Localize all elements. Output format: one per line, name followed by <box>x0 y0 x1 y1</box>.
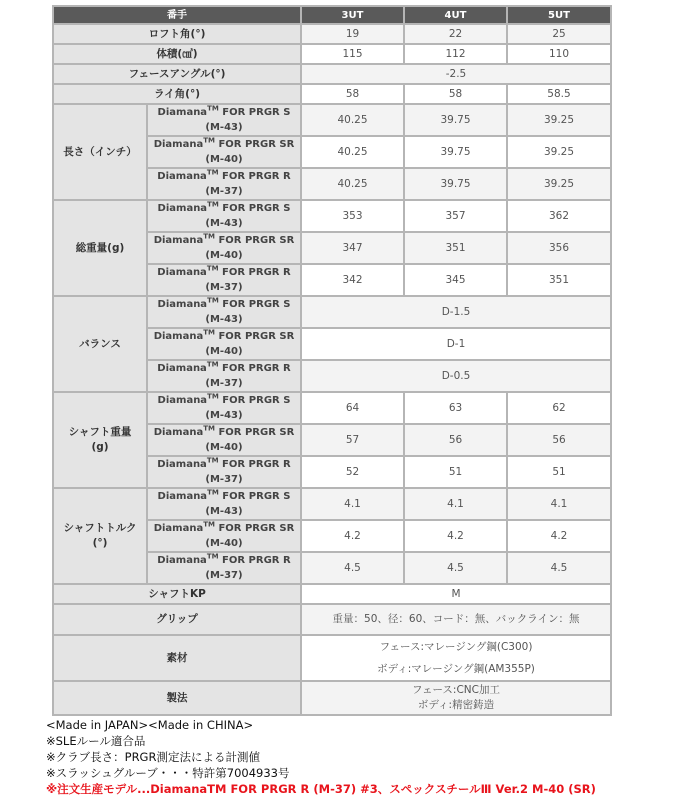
header-row <box>54 7 610 23</box>
shaft-weight-r-5ut: 51 <box>508 457 610 487</box>
shaft-weight-sr-3ut: 57 <box>302 425 403 455</box>
shaft-kp-value: M <box>302 585 610 603</box>
made-in-note: <Made in JAPAN><Made in CHINA> <box>46 718 254 732</box>
header-5ut: 5UT <box>508 7 610 23</box>
balance-label: バランス <box>54 297 146 391</box>
material-row <box>54 636 610 680</box>
total-weight-label: 総重量(g) <box>54 201 146 295</box>
shaft-torque-sr-3ut: 4.2 <box>302 521 403 551</box>
custom-order-note: ※注文生産モデル...DiamanaTM FOR PRGR R (M-37) #3、スペックスチールⅢ Ver.2 M-40 (SR) <box>46 782 596 796</box>
spec-table <box>52 5 612 716</box>
manufacturing-label: 製法 <box>54 682 300 714</box>
sle-note: ※SLEルール適合品 <box>46 734 146 748</box>
length-label: 長さ（インチ） <box>54 105 146 199</box>
shaft-name-r: Diamana™ FOR PRGR R (M-37) <box>148 457 300 487</box>
total-weight-s-3ut: 353 <box>302 201 403 231</box>
length-r-3ut: 40.25 <box>302 169 403 199</box>
shaft-weight-s-4ut: 63 <box>405 393 506 423</box>
face-angle-label: フェースアングル(°) <box>54 65 300 83</box>
shaft-name-sr: Diamana™ FOR PRGR SR (M-40) <box>148 329 300 359</box>
length-sr-5ut: 39.25 <box>508 137 610 167</box>
total-weight-s-4ut: 357 <box>405 201 506 231</box>
shaft-name-s: Diamana™ FOR PRGR S (M-43) <box>148 489 300 519</box>
shaft-weight-sr-5ut: 56 <box>508 425 610 455</box>
header-3ut: 3UT <box>302 7 403 23</box>
length-s-4ut: 39.75 <box>405 105 506 135</box>
shaft-name-s: Diamana™ FOR PRGR S (M-43) <box>148 105 300 135</box>
shaft-name-sr: Diamana™ FOR PRGR SR (M-40) <box>148 521 300 551</box>
face-angle-value: -2.5 <box>302 65 610 83</box>
shaft-name-r: Diamana™ FOR PRGR R (M-37) <box>148 169 300 199</box>
lie-label: ライ角(°) <box>54 85 300 103</box>
balance-sr-value: D-1 <box>302 329 610 359</box>
shaft-name-r: Diamana™ FOR PRGR R (M-37) <box>148 361 300 391</box>
length-r-5ut: 39.25 <box>508 169 610 199</box>
volume-5ut: 110 <box>508 45 610 63</box>
header-label: 番手 <box>54 7 300 23</box>
shaft-weight-s-5ut: 62 <box>508 393 610 423</box>
shaft-weight-r-4ut: 51 <box>405 457 506 487</box>
shaft-torque-r-4ut: 4.5 <box>405 553 506 583</box>
length-sr-3ut: 40.25 <box>302 137 403 167</box>
total-weight-r-5ut: 351 <box>508 265 610 295</box>
shaft-torque-sr-4ut: 4.2 <box>405 521 506 551</box>
loft-row <box>54 25 610 43</box>
total-weight-r-4ut: 345 <box>405 265 506 295</box>
balance-s-value: D-1.5 <box>302 297 610 327</box>
total-weight-sr-5ut: 356 <box>508 233 610 263</box>
loft-4ut: 22 <box>405 25 506 43</box>
shaft-kp-row <box>54 585 610 603</box>
shaft-weight-r-3ut: 52 <box>302 457 403 487</box>
loft-3ut: 19 <box>302 25 403 43</box>
notes <box>46 717 696 797</box>
lie-4ut: 58 <box>405 85 506 103</box>
manufacturing-row <box>54 682 610 714</box>
shaft-torque-s-3ut: 4.1 <box>302 489 403 519</box>
shaft-weight-s-3ut: 64 <box>302 393 403 423</box>
length-s-row <box>54 105 610 135</box>
material-label: 素材 <box>54 636 300 680</box>
shaft-torque-sr-5ut: 4.2 <box>508 521 610 551</box>
patent-note: ※スラッシュグルーブ・・・特許第7004933号 <box>46 766 290 780</box>
length-sr-4ut: 39.75 <box>405 137 506 167</box>
total-weight-sr-4ut: 351 <box>405 233 506 263</box>
club-length-note: ※クラブ長さ：PRGR測定法による計測値 <box>46 750 260 764</box>
balance-s-row <box>54 297 610 327</box>
shaft-name-sr: Diamana™ FOR PRGR SR (M-40) <box>148 233 300 263</box>
total-weight-s-5ut: 362 <box>508 201 610 231</box>
shaft-torque-s-row <box>54 489 610 519</box>
grip-value: 重量：50、径：60、コード：無、バックライン：無 <box>302 605 610 634</box>
volume-4ut: 112 <box>405 45 506 63</box>
volume-label: 体積(㎤) <box>54 45 300 63</box>
shaft-name-r: Diamana™ FOR PRGR R (M-37) <box>148 553 300 583</box>
shaft-weight-s-row <box>54 393 610 423</box>
loft-5ut: 25 <box>508 25 610 43</box>
shaft-torque-r-3ut: 4.5 <box>302 553 403 583</box>
lie-row <box>54 85 610 103</box>
balance-r-value: D-0.5 <box>302 361 610 391</box>
shaft-name-sr: Diamana™ FOR PRGR SR (M-40) <box>148 425 300 455</box>
grip-label: グリップ <box>54 605 300 634</box>
total-weight-s-row <box>54 201 610 231</box>
grip-row <box>54 605 610 634</box>
shaft-kp-label: シャフトKP <box>54 585 300 603</box>
shaft-name-r: Diamana™ FOR PRGR R (M-37) <box>148 265 300 295</box>
shaft-weight-sr-4ut: 56 <box>405 425 506 455</box>
shaft-torque-r-5ut: 4.5 <box>508 553 610 583</box>
shaft-name-s: Diamana™ FOR PRGR S (M-43) <box>148 393 300 423</box>
shaft-weight-label: シャフト重量 (g) <box>54 393 146 487</box>
length-s-3ut: 40.25 <box>302 105 403 135</box>
length-r-4ut: 39.75 <box>405 169 506 199</box>
total-weight-r-3ut: 342 <box>302 265 403 295</box>
shaft-torque-s-5ut: 4.1 <box>508 489 610 519</box>
lie-5ut: 58.5 <box>508 85 610 103</box>
lie-3ut: 58 <box>302 85 403 103</box>
length-s-5ut: 39.25 <box>508 105 610 135</box>
shaft-torque-s-4ut: 4.1 <box>405 489 506 519</box>
shaft-name-s: Diamana™ FOR PRGR S (M-43) <box>148 201 300 231</box>
material-value: フェース:マレージング鋼(C300) ボディ:マレージング鋼(AM355P) <box>302 636 610 680</box>
shaft-name-s: Diamana™ FOR PRGR S (M-43) <box>148 297 300 327</box>
shaft-name-sr: Diamana™ FOR PRGR SR (M-40) <box>148 137 300 167</box>
shaft-torque-label: シャフトトルク (°) <box>54 489 146 583</box>
header-4ut: 4UT <box>405 7 506 23</box>
manufacturing-value: フェース:CNC加工 ボディ:精密鋳造 <box>302 682 610 714</box>
volume-row <box>54 45 610 63</box>
total-weight-sr-3ut: 347 <box>302 233 403 263</box>
volume-3ut: 115 <box>302 45 403 63</box>
loft-label: ロフト角(°) <box>54 25 300 43</box>
face-angle-row <box>54 65 610 83</box>
